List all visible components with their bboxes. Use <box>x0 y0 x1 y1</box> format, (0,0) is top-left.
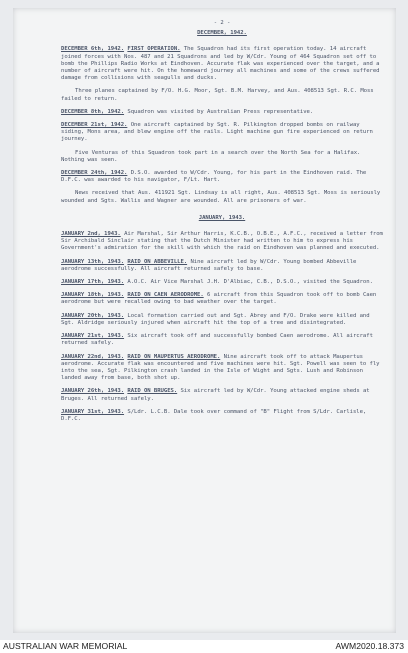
entry-date: JANUARY 26th, 1943. <box>61 388 125 395</box>
diary-entry <box>61 354 383 383</box>
entry-text: Five Venturas of this Squadron took part in a search over the North Sea for a Halifax. Nothing was seen. <box>61 149 361 163</box>
entry-title: RAID ON BRUGES. <box>127 388 178 395</box>
typewritten-sheet <box>13 8 396 633</box>
diary-entry <box>61 231 383 253</box>
diary-entry <box>61 88 383 102</box>
entry-title: FIRST OPERATION. <box>127 46 181 53</box>
diary-entry <box>61 279 383 286</box>
entry-date: JANUARY 18th, 1943. <box>61 292 125 299</box>
entry-text: D.S.O. awarded to W/Cdr. Young, for his part in the Eindhoven raid. The D.F.C. was awarded to his navigator, F/Lt. Hart. <box>61 170 367 184</box>
entry-date: JANUARY 13th, 1943. <box>61 258 125 265</box>
diary-entry <box>61 388 383 402</box>
diary-entry <box>61 46 383 82</box>
diary-entry <box>61 292 383 306</box>
entry-date: JANUARY 21st, 1943. <box>61 333 125 340</box>
entry-text: Nine aircraft took off to attack Maupertus aerodrome. Accurate flak was encountered and five machines were hit. Sgt. Powell was seen to fly into the sea, Sgt. Pilkington crash landed in the Isle of Wight and Sgts. Lush and Robinson landed away from base, both shot up. <box>61 353 380 382</box>
entry-text: S/Ldr. L.C.B. Dale took over command of "B" Flight from S/Ldr. Carlisle, D.F.C. <box>61 408 367 422</box>
entry-date: JANUARY 22nd, 1943. <box>61 353 125 360</box>
entry-text: Six aircraft led by W/Cdr. Young attacked engine sheds at Bruges. All returned safely. <box>61 388 370 402</box>
diary-entry <box>61 150 383 164</box>
entry-text: Nine aircraft led by W/Cdr. Young bombed Abbeville aerodrome successfully. All aircraft returned safely to base. <box>61 258 357 272</box>
diary-entry <box>61 313 383 327</box>
entry-date: JANUARY 2nd, 1943. <box>61 231 121 238</box>
entry-text: The Squadron had its first operation today. 14 aircraft joined forces with Nos. 487 and 21 Squadrons and led by W/Cdr. Young of 464 Squadron set off to bomb the Phillips Radio Works at Eindhoven. Accurate flak was experienced over the target, and a number of aircraft were hit. On the homeward journey all machines and some of the crews suffered damage from collisions with seagulls and ducks. <box>61 46 380 82</box>
entry-date: DECEMBER 24th, 1942. <box>61 170 128 177</box>
diary-entry <box>61 333 383 347</box>
entry-text: Three planes captained by F/O. H.G. Moor, Sgt. B.M. Harvey, and Aus. 408513 Sgt. R.C. Moss failed to return. <box>61 88 374 102</box>
footer-bar <box>0 640 408 653</box>
entry-text: Squadron was visited by Australian Press representative. <box>127 108 314 115</box>
page-number: - 2 - <box>213 20 231 26</box>
footer-accession-number: AWM2020.18.373 <box>335 641 404 651</box>
december-entries <box>61 46 383 204</box>
entry-title: RAID ON ABBEVILLE. <box>127 258 188 265</box>
entry-date: JANUARY 31st, 1943. <box>61 408 125 415</box>
diary-entry <box>61 170 383 184</box>
entry-text: A.O.C. Air Vice Marshal J.H. D'Albiac, C.B., D.S.O., visited the Squadron. <box>127 279 373 286</box>
entry-text: News received that Aus. 411921 Sgt. Lindsay is all right, Aus. 408513 Sgt. Moss is seriously wounded and Sgts. Wallis and Wagner are wounded. All are prisoners of war. <box>61 190 381 204</box>
entry-title: RAID ON CAEN AERODROME. <box>127 292 204 299</box>
entry-date: DECEMBER 21st, 1942. <box>61 122 128 129</box>
footer-credit: AUSTRALIAN WAR MEMORIAL <box>3 641 128 651</box>
entry-date: DECEMBER 6th, 1942. <box>61 46 125 53</box>
entry-title: RAID ON MAUPERTUS AERODROME. <box>127 353 221 360</box>
entry-text: One aircraft captained by Sgt. R. Pilkington dropped bombs on railway siding, Mons area, and blew engine off the rails. Light machine gun fire experienced on return journey. <box>61 122 373 143</box>
diary-entry <box>61 409 383 423</box>
january-entries <box>61 231 383 423</box>
entry-text: 6 aircraft from this Squadron took off to bomb Caen aerodrome but were recalled owing to bad weather over the target. <box>61 292 377 306</box>
section-heading-december: DECEMBER, 1942. <box>197 30 247 37</box>
diary-entry <box>61 122 383 144</box>
diary-entry <box>61 109 383 116</box>
diary-entry <box>61 190 383 204</box>
entry-text: Air Marshal, Sir Arthur Harris, K.C.B., O.B.E., A.F.C., received a letter from Sir Archibald Sinclair stating that the Dutch Minister had written to him to express his Government's admiration for the skill with which the raid on Eindhoven was planned and executed. <box>61 231 383 252</box>
document-body <box>61 20 383 429</box>
entry-text: Local formation carried out and Sgt. Abrey and F/O. Drake were killed and Sgt. Aldridge seriously injured when aircraft hit the top of a tree and disintegrated. <box>61 312 370 326</box>
entry-date: JANUARY 17th, 1943. <box>61 279 125 286</box>
diary-entry <box>61 259 383 273</box>
entry-text: Six aircraft took off and successfully bombed Caen aerodrome. All aircraft returned safely. <box>61 333 373 347</box>
entry-date: JANUARY 20th, 1943. <box>61 312 125 319</box>
entry-date: DECEMBER 8th, 1942. <box>61 108 125 115</box>
section-heading-january: JANUARY, 1943. <box>198 214 246 221</box>
